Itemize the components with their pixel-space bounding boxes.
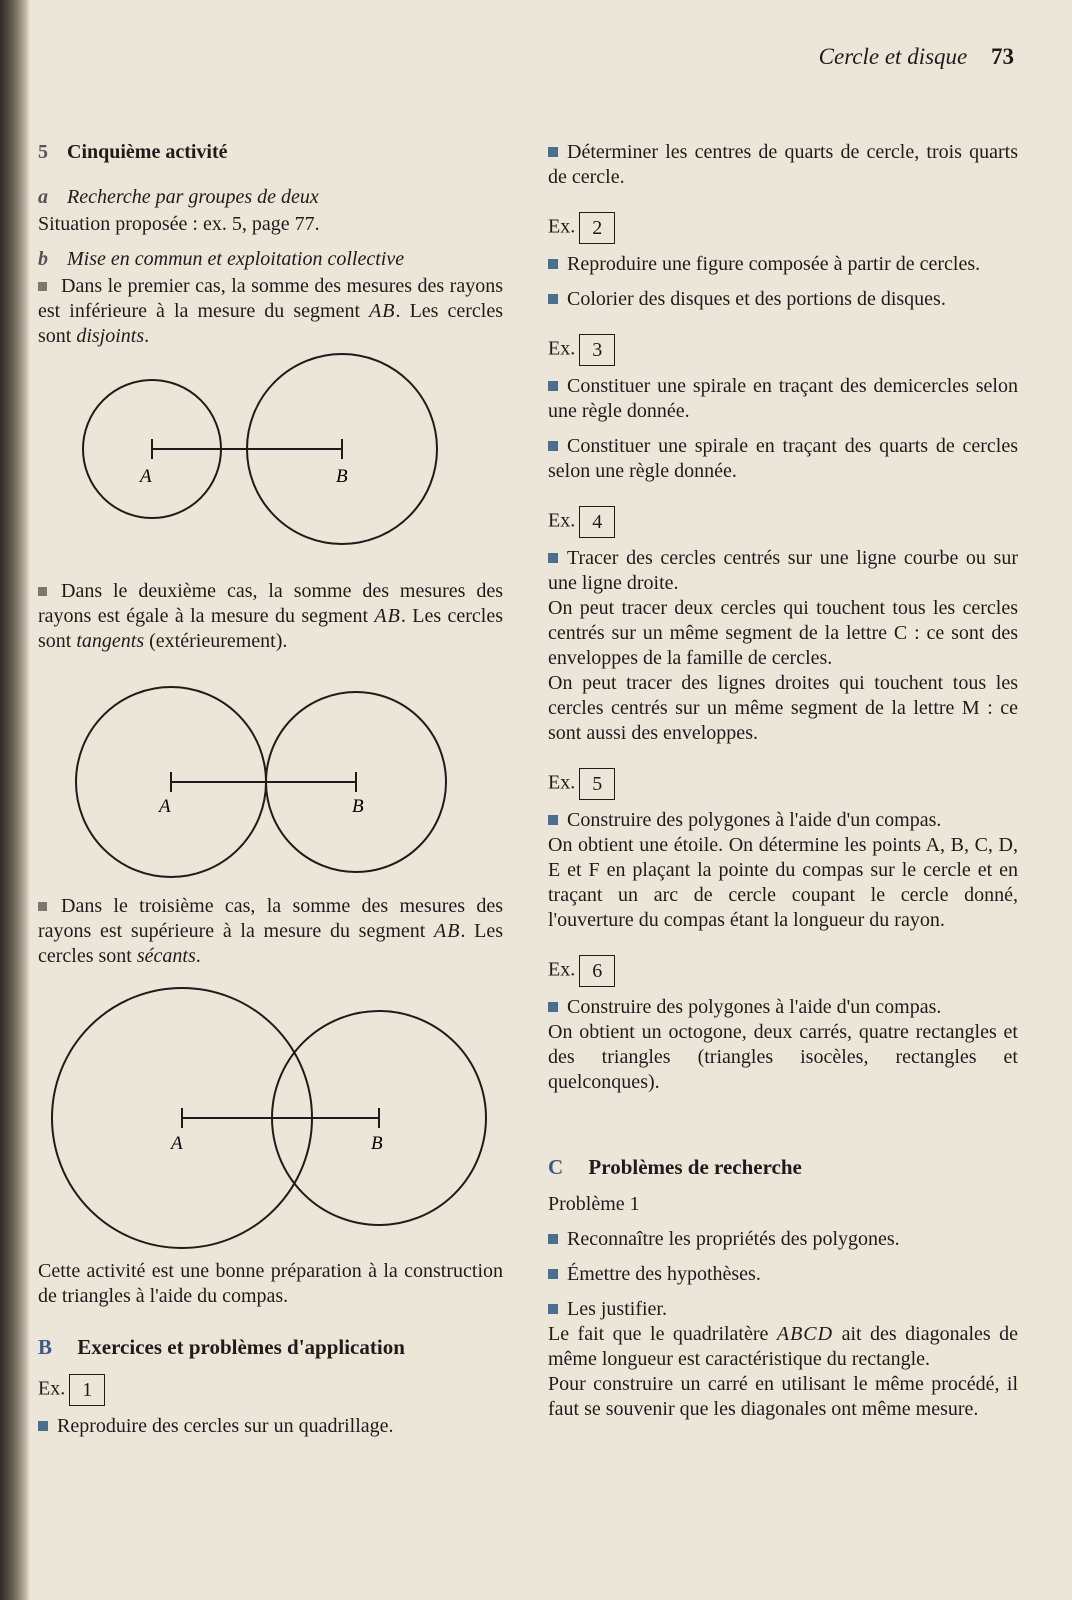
ex2-item1 [548,252,1018,277]
exercise-6-label [548,955,1018,987]
situation-text: Situation proposée : ex. 5, page 77. [38,213,320,235]
page-header [819,44,1014,70]
exercise-1-label [38,1374,503,1406]
ex4-item1 [548,546,1018,596]
case2-keyword: tangents [76,630,145,652]
section-b-letter: B [38,1335,53,1359]
running-title: Cercle et disque [818,44,968,69]
exercise-2-number: 2 [579,212,615,244]
p1-item3 [548,1297,1018,1322]
ex4-item1-text: Tracer des cercles centrés sur une ligne courbe ou sur une ligne droite. [548,547,1018,594]
bullet-square-icon [548,147,558,157]
bullet-square-icon [548,1234,558,1244]
figure-secant-circles [38,969,503,1259]
ex6-item1-text: Construire des polygones à l'aide d'un compas. [567,996,942,1018]
bullet-square-icon [548,1269,558,1279]
book-spine-shadow [0,0,30,1600]
point-b-label: B [371,1133,383,1154]
p1-item3-text: Les justifier. [567,1298,667,1320]
intro-text: Déterminer les centres de quarts de cercle, trois quarts de cercle. [548,141,1018,188]
bullet-square-icon [38,1421,48,1431]
exercise-4-label [548,506,1018,538]
case3-line2: Les cercles sont [38,920,504,967]
ex-label: Ex. [548,771,576,794]
section-b-heading [38,1335,503,1360]
case2-text: Dans le deuxième cas, la somme des mesures des rayons est égale à la mesure du segment [38,580,503,627]
point-b-label: B [352,796,364,817]
bullet-square-icon [38,587,47,596]
case1-paragraph: Dans le premier cas, la somme des mesures des rayons est inférieure à la mesure du segment AB. Les cercles sont disjoints. [38,275,504,347]
exercise-1-number: 1 [69,1374,105,1406]
ex1-text: Reproduire des cercles sur un quadrillage. [57,1415,394,1437]
case1-keyword: disjoints [76,325,145,347]
case1-text: Dans le premier cas, la somme des mesures des rayons est inférieure à la mesure du segment [38,275,503,322]
bullet-square-icon [548,441,558,451]
case3-paragraph: Dans le troisième cas, la somme des mesures des rayons est supérieure à la mesure du segment AB. Les cercles sont sécants. [38,895,504,967]
intro-item [548,140,1018,190]
exercise-2-label [548,212,1018,244]
case1-line2: Les cercles sont [38,300,504,347]
ex2-item1-text: Reproduire une figure composée à partir de cercles. [567,253,981,275]
p1-item1-text: Reconnaître les propriétés des polygones. [567,1228,900,1250]
ex3-item2 [548,434,1018,484]
ex-label: Ex. [38,1377,66,1400]
subheading-b-marker: b [38,248,48,270]
bullet-square-icon [548,1304,558,1314]
bullet-square-icon [548,294,558,304]
case3-text: Dans le troisième cas, la somme des mesures des rayons est supérieure à la mesure du segment [38,895,503,942]
exercise-4-number: 4 [579,506,615,538]
ex5-paragraph1: On obtient une étoile. On détermine les points A, B, C, D, E et F en plaçant la pointe du compas sur le cercle et en traçant un arc de cercle coupant le cercle donné, l'ouverture du compas étant la longueur du rayon. [548,834,1018,931]
conclusion-text: Cette activité est une bonne préparation à la construction de triangles à l'aide du compas. [38,1260,503,1307]
ex2-item2-text: Colorier des disques et des portions de disques. [567,288,946,310]
left-column [38,140,503,1439]
ex3-item1 [548,374,1018,424]
ex6-paragraph1: On obtient un octogone, deux carrés, quatre rectangles et des triangles (triangles isocèles, rectangles et quelconques). [548,1021,1018,1093]
ex5-item1 [548,808,1018,833]
activity-heading [38,140,503,165]
bullet-square-icon [548,1002,558,1012]
point-a-label: A [159,796,171,817]
case3-keyword: sécants [136,945,196,967]
p1-math: ABCD [776,1323,834,1345]
p1-item2-text: Émettre des hypothèses. [567,1263,761,1285]
section-b-title: Exercices et problèmes d'application [77,1335,405,1359]
subheading-a-title: Recherche par groupes de deux [67,186,319,208]
problem-1-label: Problème 1 [548,1193,640,1215]
ex4-paragraph1: On peut tracer deux cercles qui touchent tous les cercles centrés sur un même segment de la lettre C : ce sont des enveloppes de la famille de cercles. [548,597,1018,669]
exercise-3-number: 3 [579,334,615,366]
bullet-square-icon [38,282,47,291]
ex1-item [38,1414,503,1439]
ex-label: Ex. [548,337,576,360]
bullet-square-icon [548,553,558,563]
ex2-item2 [548,287,1018,312]
exercise-3-label [548,334,1018,366]
subheading-a [38,185,503,210]
p1-text-b: ait des diagonales de même longueur est caractéristique du rectangle. [548,1323,1019,1370]
p1-text-a: Le fait que le quadrilatère [548,1323,769,1345]
point-a-label: A [140,466,152,487]
case3-segment: AB [434,920,461,942]
case2-segment: AB [374,605,401,627]
figure-disjoint-circles [38,349,503,579]
bullet-square-icon [38,902,47,911]
case1-segment: AB [369,300,396,322]
section-c-heading [548,1155,1018,1180]
case2-line2: Les cercles sont [38,605,503,652]
p1-paragraph2: Pour construire un carré en utilisant le même procédé, il faut se souvenir que les diagonales ont même mesure. [548,1373,1018,1420]
ex-label: Ex. [548,509,576,532]
p1-paragraph1 [548,1322,1018,1372]
case2-tail: (extérieurement). [149,630,288,652]
exercise-5-label [548,768,1018,800]
figure-tangent-circles [38,654,503,894]
ex4-paragraph2: On peut tracer des lignes droites qui touchent tous les cercles centrés sur un même segment de la lettre M : ce sont aussi des enveloppes. [548,672,1018,744]
ex5-item1-text: Construire des polygones à l'aide d'un compas. [567,809,942,831]
point-a-label: A [171,1133,183,1154]
ex-label: Ex. [548,958,576,981]
ex-label: Ex. [548,215,576,238]
subheading-a-marker: a [38,186,48,208]
bullet-square-icon [548,259,558,269]
point-b-label: B [336,466,348,487]
exercise-5-number: 5 [579,768,615,800]
bullet-square-icon [548,381,558,391]
section-c-letter: C [548,1155,564,1179]
case2-paragraph: Dans le deuxième cas, la somme des mesures des rayons est égale à la mesure du segment AB. Les cercles sont tangents (extérieurement). [38,580,503,652]
section-c-title: Problèmes de recherche [588,1155,802,1179]
right-column [548,140,1018,1422]
subheading-b-title: Mise en commun et exploitation collective [67,248,405,270]
activity-title: Cinquième activité [67,141,228,163]
ex6-item1 [548,995,1018,1020]
exercise-6-number: 6 [579,955,615,987]
ex3-item2-text: Constituer une spirale en traçant des quarts de cercles selon une règle donnée. [548,435,1018,482]
activity-number: 5 [38,141,48,163]
subheading-b [38,247,503,272]
page-number: 73 [991,44,1014,69]
p1-item2 [548,1262,1018,1287]
p1-item1 [548,1227,1018,1252]
bullet-square-icon [548,815,558,825]
ex3-item1-text: Constituer une spirale en traçant des demicercles selon une règle donnée. [548,375,1018,422]
